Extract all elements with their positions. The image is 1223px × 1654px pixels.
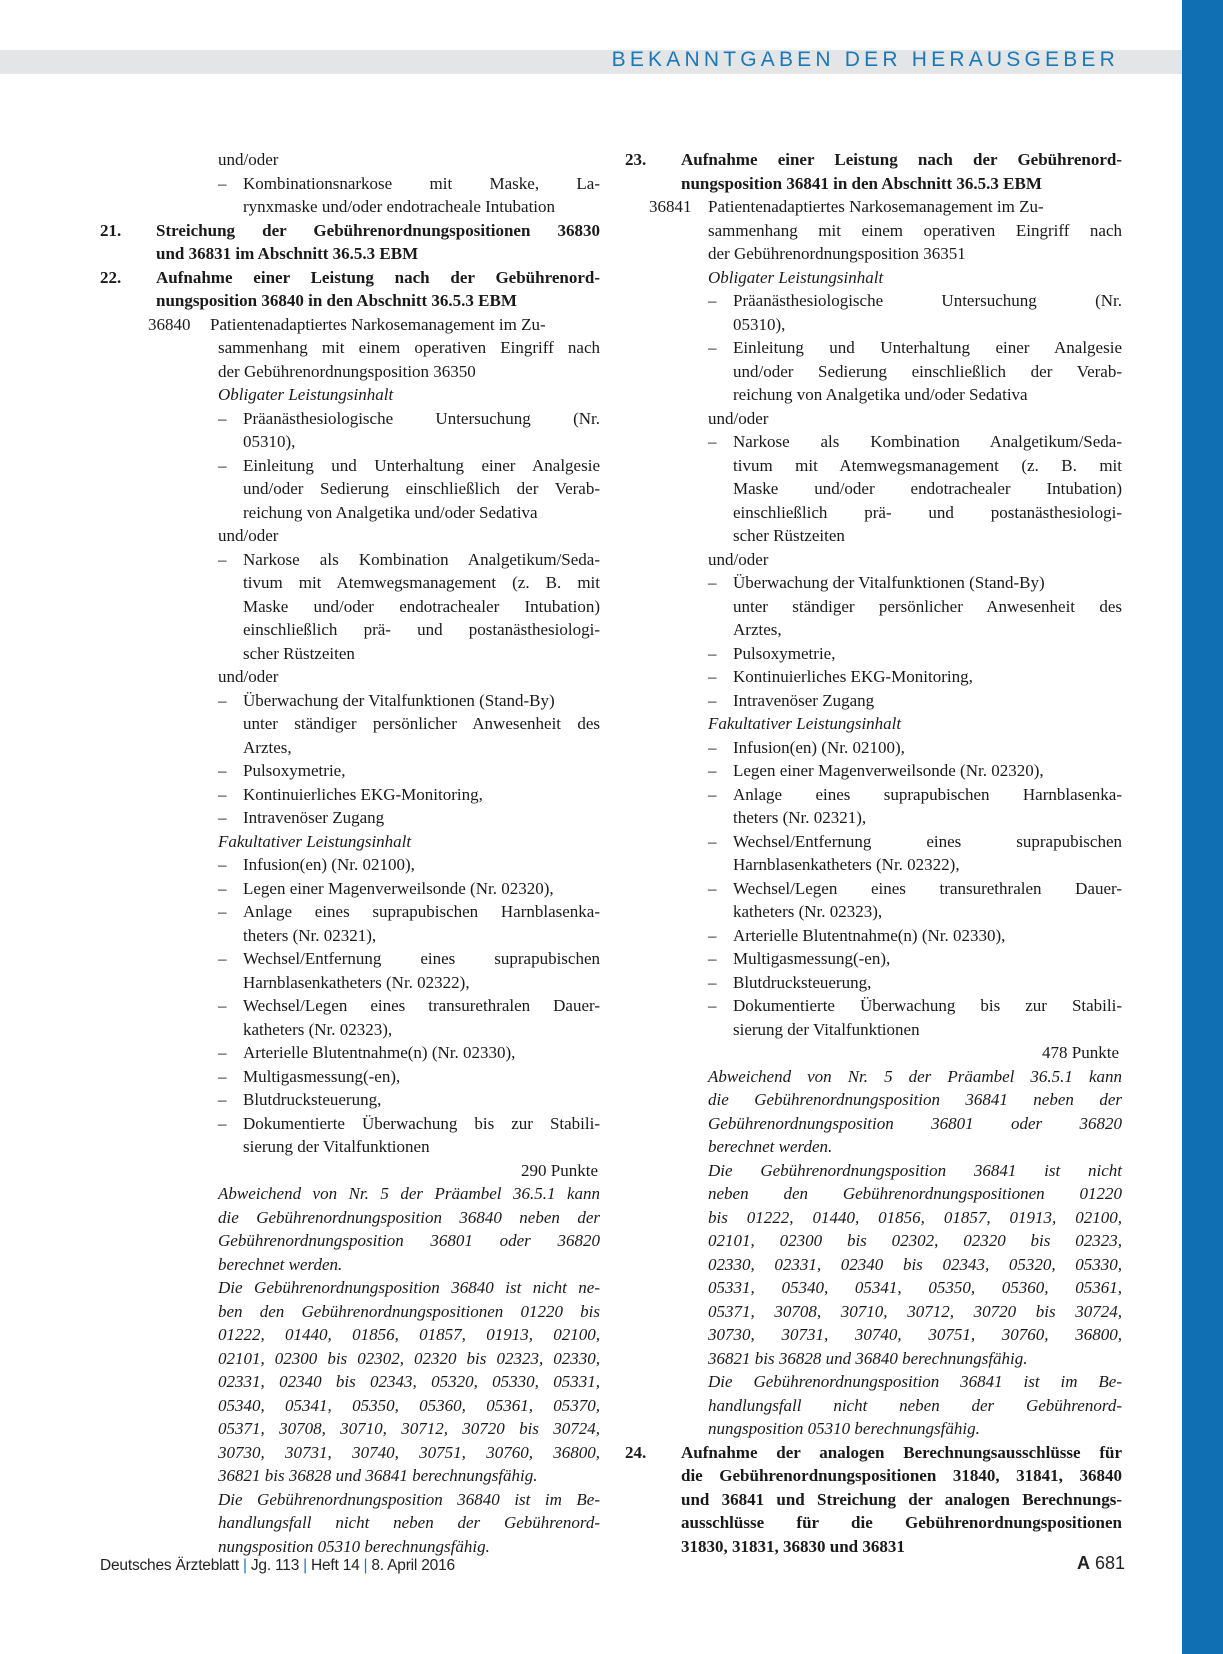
text-line: einschließlich prä- und postanästhesiologi-	[243, 620, 600, 639]
list-item: – Intravenöser Zugang	[708, 690, 875, 710]
code-description: 36840 Patientenadaptiertes Narkosemanagement im Zu-	[100, 313, 600, 337]
side-color-bar	[1182, 0, 1223, 1654]
journal-date: 8. April 2016	[371, 1557, 455, 1574]
note-line: Die Gebührenordnungsposition 36841 ist nicht	[708, 1160, 1122, 1180]
section-heading-23: 23. Aufnahme einer Leistung nach der Gebührenord-	[625, 150, 1122, 169]
subheading-optional: Fakultativer Leistungsinhalt	[708, 714, 902, 733]
note-line: Die Gebührenordnungsposition 36841 ist im Be-	[708, 1372, 1122, 1391]
list-item: – Anlage eines suprapubischen Harnblasenka-	[708, 784, 1122, 804]
note-line: ben den Gebührenordnungspositionen 01220 bis	[218, 1301, 600, 1321]
list-item: – Narkose als Kombination Analgetikum/Seda-	[218, 549, 600, 569]
note-line: 30730, 30731, 30740, 30751, 30760, 36800,	[218, 1442, 600, 1462]
list-item: – Multigasmessung(-en),	[708, 949, 891, 968]
text-line: und/oder	[218, 526, 279, 545]
text-line: theters (Nr. 02321),	[733, 808, 867, 827]
note-line: 05371, 30708, 30710, 30712, 30720 bis 30724,	[708, 1301, 1122, 1321]
note-line: 02331, 02340 bis 02343, 05320, 05330, 05331,	[218, 1372, 600, 1391]
section-heading-21-cont: und 36831 im Abschnitt 36.5.3 EBM	[156, 244, 419, 263]
code-number: 36841	[649, 197, 692, 216]
text-line: Arztes,	[243, 737, 292, 757]
note-line: 05331, 05340, 05341, 05350, 05360, 05361,	[708, 1278, 1122, 1297]
list-item: – Arterielle Blutentnahme(n) (Nr. 02330),	[218, 1043, 516, 1062]
code-description: 36841 Patientenadaptiertes Narkosemanagement im Zu-	[625, 195, 1122, 219]
text-line: und/oder	[218, 150, 279, 169]
note-line: die Gebührenordnungsposition 36841 neben der	[708, 1090, 1122, 1109]
text-line: theters (Nr. 02321),	[243, 925, 377, 945]
section-heading-24: 24. Aufnahme der analogen Berechnungsausschlüsse für	[625, 1442, 1122, 1462]
note-line: 36821 bis 36828 und 36840 berechnungsfähig.	[708, 1348, 1028, 1368]
note-line: 36821 bis 36828 und 36841 berechnungsfähig.	[218, 1466, 538, 1485]
list-item: – Präanästhesiologische Untersuchung (Nr.	[218, 408, 600, 428]
note-line: 01222, 01440, 01856, 01857, 01913, 02100,	[218, 1325, 600, 1344]
list-item: – Narkose als Kombination Analgetikum/Seda-	[708, 432, 1122, 451]
list-item: – Einleitung und Unterhaltung einer Analgesie	[708, 338, 1122, 357]
text-line: und/oder Sedierung einschließlich der Verab-	[243, 479, 600, 498]
list-item: – Wechsel/Legen eines transurethralen Dauer-	[708, 878, 1122, 898]
note-line: handlungsfall nicht neben der Gebührenord-	[218, 1513, 600, 1532]
page-number-value: 681	[1095, 1553, 1126, 1573]
note-line: neben den Gebührenordnungspositionen 01220	[708, 1184, 1122, 1203]
note-line: nungsposition 05310 berechnungsfähig.	[708, 1419, 980, 1438]
note-line: nungsposition 05310 berechnungsfähig.	[218, 1536, 490, 1556]
section-heading-22-cont: nungsposition 36840 in den Abschnitt 36.5.3 EBM	[156, 291, 517, 310]
list-item: – Wechsel/Legen eines transurethralen Dauer-	[218, 996, 600, 1015]
separator: |	[363, 1557, 368, 1574]
code-number: 36840	[148, 314, 191, 334]
text-line: reichung von Analgetika und/oder Sedativa	[733, 385, 1028, 404]
text-line: rynxmaske und/oder endotracheale Intubation	[243, 197, 556, 216]
list-item: – Multigasmessung(-en),	[218, 1066, 401, 1086]
note-line: Gebührenordnungsposition 36801 oder 36820	[708, 1113, 1122, 1133]
list-item: – Legen einer Magenverweilsonde (Nr. 02320),	[708, 761, 1044, 780]
left-column	[100, 148, 600, 1558]
text-line: 05310),	[243, 432, 296, 451]
text-line: unter ständiger persönlicher Anwesenheit des	[733, 596, 1122, 616]
note-line: 02101, 02300 bis 02302, 02320 bis 02323,	[708, 1231, 1122, 1250]
list-item: – Pulsoxymetrie,	[708, 643, 836, 663]
section-heading-23-cont: nungsposition 36841 in den Abschnitt 36.5.3 EBM	[681, 173, 1042, 193]
note-line: 02101, 02300 bis 02302, 02320 bis 02323, 02330,	[218, 1348, 600, 1368]
points-value: 478 Punkte	[1042, 1043, 1119, 1062]
text-line: sierung der Vitalfunktionen	[243, 1137, 430, 1156]
text-line: Harnblasenkatheters (Nr. 02322),	[243, 972, 470, 992]
list-item: – Kontinuierliches EKG-Monitoring,	[708, 667, 973, 686]
journal-issue: Heft 14	[310, 1557, 360, 1574]
separator: |	[303, 1557, 307, 1574]
text-line: scher Rüstzeiten	[733, 526, 845, 545]
text-line: sammenhang mit einem operativen Eingriff nach	[218, 338, 600, 357]
subheading-obligatory: Obligater Leistungsinhalt	[218, 385, 394, 404]
subheading-obligatory: Obligater Leistungsinhalt	[708, 267, 884, 287]
note-line: Gebührenordnungsposition 36801 oder 36820	[218, 1231, 600, 1250]
text-line: scher Rüstzeiten	[243, 643, 355, 663]
list-item: – Blutdrucksteuerung,	[708, 972, 872, 992]
journal-name: Deutsches Ärzteblatt	[100, 1557, 240, 1574]
page-number	[1077, 1553, 1125, 1574]
list-item: – Infusion(en) (Nr. 02100),	[218, 855, 415, 874]
text-line: und/oder	[708, 408, 769, 428]
text-line: sammenhang mit einem operativen Eingriff nach	[708, 220, 1122, 240]
text-line: katheters (Nr. 02323),	[243, 1019, 393, 1039]
text-line: und/oder	[708, 549, 769, 569]
text-line: Arztes,	[733, 620, 782, 639]
note-line: die Gebührenordnungsposition 36840 neben der	[218, 1207, 600, 1227]
text-line: tivum mit Atemwegsmanagement (z. B. mit	[733, 455, 1122, 475]
section-heading-21: 21. Streichung der Gebührenordnungspositionen 36830	[100, 220, 600, 240]
list-item: – Infusion(en) (Nr. 02100),	[708, 737, 905, 757]
section-heading-24-cont: die Gebührenordnungspositionen 31840, 31841, 36840	[681, 1466, 1122, 1485]
note-line: Die Gebührenordnungsposition 36840 ist im Be-	[218, 1489, 600, 1509]
journal-volume: Jg. 113	[250, 1557, 300, 1574]
note-line: handlungsfall nicht neben der Gebührenord-	[708, 1395, 1122, 1415]
text-line: sierung der Vitalfunktionen	[733, 1019, 920, 1039]
footer-citation	[100, 1557, 455, 1575]
text-line: tivum mit Atemwegsmanagement (z. B. mit	[243, 573, 600, 592]
page-prefix: A	[1077, 1553, 1090, 1573]
text-line: und/oder Sedierung einschließlich der Verab-	[733, 361, 1122, 381]
list-item: – Arterielle Blutentnahme(n) (Nr. 02330),	[708, 925, 1006, 945]
text-line: reichung von Analgetika und/oder Sedativa	[243, 502, 538, 522]
points-value: 290 Punkte	[521, 1160, 598, 1180]
list-item: – Dokumentierte Überwachung bis zur Stabili-	[708, 996, 1122, 1015]
note-line: Abweichend von Nr. 5 der Präambel 36.5.1 kann	[218, 1184, 600, 1203]
text-line: Harnblasenkatheters (Nr. 02322),	[733, 855, 960, 874]
text-line: unter ständiger persönlicher Anwesenheit des	[243, 714, 600, 733]
text-line: einschließlich prä- und postanästhesiologi-	[733, 502, 1122, 522]
list-item: – Legen einer Magenverweilsonde (Nr. 02320),	[218, 878, 554, 898]
section-title: BEKANNTGABEN DER HERAUSGEBER	[611, 48, 1119, 71]
list-item: – Wechsel/Entfernung eines suprapubischen	[708, 831, 1122, 851]
section-heading-24-cont: ausschlüsse für die Gebührenordnungspositionen	[681, 1513, 1122, 1532]
section-heading-24-cont: 31830, 31831, 36830 und 36831	[681, 1536, 905, 1556]
list-item: – Pulsoxymetrie,	[218, 761, 346, 780]
list-item: – Einleitung und Unterhaltung einer Analgesie	[218, 455, 600, 475]
list-item: – Kombinationsnarkose mit Maske, La-	[218, 173, 600, 193]
section-heading-24-cont: und 36841 und Streichung der analogen Berechnungs-	[681, 1489, 1122, 1509]
text-line: der Gebührenordnungsposition 36351	[708, 244, 966, 263]
text-line: 05310),	[733, 314, 786, 334]
note-line: Die Gebührenordnungsposition 36840 ist nicht ne-	[218, 1278, 600, 1297]
note-line: 05340, 05341, 05350, 05360, 05361, 05370,	[218, 1395, 600, 1415]
list-item: – Intravenöser Zugang	[218, 808, 385, 827]
section-heading-22: 22. Aufnahme einer Leistung nach der Gebührenord-	[100, 267, 600, 287]
list-item: – Wechsel/Entfernung eines suprapubischen	[218, 949, 600, 968]
note-line: berechnet werden.	[218, 1254, 343, 1274]
text-line: der Gebührenordnungsposition 36350	[218, 361, 476, 381]
subheading-optional: Fakultativer Leistungsinhalt	[218, 831, 412, 851]
note-line: berechnet werden.	[708, 1137, 833, 1156]
list-item: – Überwachung der Vitalfunktionen (Stand-By)	[218, 690, 555, 710]
list-item: – Anlage eines suprapubischen Harnblasenka-	[218, 902, 600, 921]
list-item: – Präanästhesiologische Untersuchung (Nr.	[708, 291, 1122, 310]
note-line: 30730, 30731, 30740, 30751, 30760, 36800,	[708, 1325, 1122, 1344]
list-item: – Überwachung der Vitalfunktionen (Stand-By)	[708, 573, 1045, 592]
note-line: bis 01222, 01440, 01856, 01857, 01913, 02100,	[708, 1207, 1122, 1227]
list-item: – Kontinuierliches EKG-Monitoring,	[218, 784, 483, 804]
note-line: 02330, 02331, 02340 bis 02343, 05320, 05330,	[708, 1254, 1122, 1274]
list-item: – Blutdrucksteuerung,	[218, 1090, 382, 1109]
list-item: – Dokumentierte Überwachung bis zur Stabili-	[218, 1113, 600, 1133]
note-line: Abweichend von Nr. 5 der Präambel 36.5.1 kann	[708, 1066, 1122, 1086]
right-column	[625, 148, 1122, 1558]
text-line: und/oder	[218, 667, 279, 686]
separator: |	[243, 1557, 247, 1574]
text-line: katheters (Nr. 02323),	[733, 902, 883, 921]
text-line: Maske und/oder endotrachealer Intubation)	[733, 479, 1122, 498]
note-line: 05371, 30708, 30710, 30712, 30720 bis 30724,	[218, 1419, 600, 1438]
text-line: Maske und/oder endotrachealer Intubation)	[243, 596, 600, 616]
